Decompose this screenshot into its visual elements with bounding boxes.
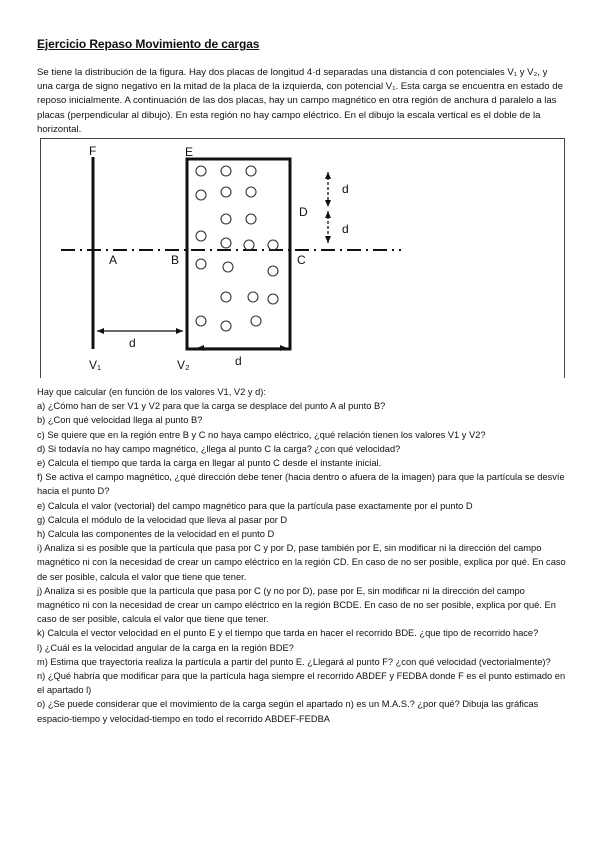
question-item: n) ¿Qué habría que modificar para que la partícula haga siempre el recorrido ABDEF y FEDBA donde F es el punto estimado en el apartado l)	[37, 671, 566, 696]
label-d-plates: d	[129, 336, 136, 350]
question-item: c) Se quiere que en la región entre B y C no haya campo eléctrico, ¿qué relación tienen los valores V1 y V2?	[37, 429, 486, 440]
field-circle	[251, 316, 261, 326]
physics-figure	[40, 138, 565, 378]
question-item: d) Si todavía no hay campo magnético, ¿llega al punto C la carga? ¿con qué velocidad?	[37, 443, 401, 454]
question-item: j) Analiza si es posible que la partícula que pasa por C (y no por D), pase por E, sin modificar ni la dirección del campo magnético ni con la necesidad de crear un campo eléctrico en la región BCDE. En caso de no ser posible, explica por qué. En caso de ser posible, calcula el valor que tiene que tener.	[37, 585, 556, 625]
intro-line: es el doble de la horizontal.	[37, 109, 541, 135]
intro-line: y una carga de signo negativo en la mitad de la placa de la izquierda, con potencial V₁. Esta carga se encuentra en	[37, 67, 548, 93]
field-circle	[268, 294, 278, 304]
arrow-head	[325, 211, 331, 218]
intro-line: d paralelo a las placas (perpendicular al dibujo). En esta región no hay campo eléctrico. En el dibujo la escala vertical	[37, 95, 557, 121]
arrow-head	[97, 328, 104, 334]
field-circle	[248, 292, 258, 302]
question-item: e) Calcula el valor (vectorial) del campo magnético para que la partícula pase exactamente por el punto D	[37, 500, 473, 511]
arrow-head	[176, 328, 183, 334]
field-circle	[221, 238, 231, 248]
question-item: i) Analiza si es posible que la partícula que pasa por C y por D, pase también por E, sin modificar ni la dirección del campo magnético ni con la necesidad de crear un campo eléctrico en la región CD. En caso de no ser posible, explica por qué. En caso de ser posible, calcula el valor que tiene que tener.	[37, 543, 566, 582]
field-circle	[246, 214, 256, 224]
field-circle	[196, 316, 206, 326]
label-A: A	[109, 253, 118, 267]
field-circle	[268, 266, 278, 276]
question-item: e) Calcula el tiempo que tarda la carga en llegar al punto C desde el instante inicial.	[37, 458, 382, 469]
question-item: b) ¿Con qué velocidad llega al punto B?	[37, 415, 203, 426]
field-circle	[223, 262, 233, 272]
field-circle	[221, 321, 231, 331]
magnetic-region	[187, 159, 290, 349]
field-circle	[196, 166, 206, 176]
intro-paragraph	[37, 66, 565, 137]
question-item: g) Calcula el módulo de la velocidad que lleva al pasar por D	[37, 514, 288, 525]
label-d-lower: d	[342, 222, 349, 236]
question-item: l) ¿Cuál es la velocidad angular de la carga en la región BDE?	[37, 642, 294, 653]
label-d-field: d	[235, 354, 242, 368]
label-V1: V₁	[89, 358, 102, 372]
label-d-upper: d	[342, 182, 349, 196]
field-circle	[268, 240, 278, 250]
label-V2: V₂	[177, 358, 190, 372]
intro-line: estado de reposo inicialmente. A continuación de las dos placas, hay un campo magnético en otra región de anchura	[37, 81, 563, 107]
question-item: a) ¿Cómo han de ser V1 y V2 para que la carga se desplace del punto A al punto B?	[37, 401, 386, 412]
arrow-head	[325, 172, 331, 179]
field-circle	[221, 292, 231, 302]
label-B: B	[171, 253, 180, 267]
arrow-head	[325, 200, 331, 207]
label-F: F	[89, 144, 97, 158]
field-circle	[221, 166, 231, 176]
field-circle	[246, 187, 256, 197]
question-item: m) Estima que trayectoria realiza la partícula a partir del punto E. ¿Llegará al punto F? ¿con qué velocidad (vectorialmente)?	[37, 656, 551, 667]
question-item: f) Se activa el campo magnético, ¿qué dirección debe tener (hacia dentro o afuera de la imagen) para que la partícula se desvíe hacia el punto D?	[37, 472, 565, 497]
field-circle	[196, 190, 206, 200]
intro-line: Se tiene la distribución de la figura. Hay dos placas de longitud 4·d separadas una distancia d con potenciales V₁ y V₂,	[37, 67, 540, 78]
figure-drawing	[41, 139, 566, 379]
field-circle	[246, 166, 256, 176]
question-item: o) ¿Se puede considerar que el movimiento de la carga según el apartado n) es un M.A.S.? ¿por qué? Dibuja las gráficas espacio-tiempo y velocidad-tiempo en todo el recorrido ABDEF-FEDBA	[37, 699, 539, 724]
questions-list	[37, 385, 567, 726]
field-circle	[221, 187, 231, 197]
label-D: D	[299, 205, 308, 219]
page-title: Ejercicio Repaso Movimiento de cargas	[37, 37, 260, 51]
question-item: Hay que calcular (en función de los valores V1, V2 y d):	[37, 387, 266, 397]
label-E: E	[185, 145, 194, 159]
question-item: h) Calcula las componentes de la velocidad en el punto D	[37, 529, 275, 540]
field-symbols	[196, 166, 278, 331]
field-circle	[244, 240, 254, 250]
label-C: C	[297, 253, 306, 267]
field-circle	[196, 259, 206, 269]
field-circle	[221, 214, 231, 224]
arrow-head	[325, 236, 331, 243]
question-item: k) Calcula el vector velocidad en el punto E y el tiempo que tarda en hacer el recorrido BDE. ¿que tipo de recorrido hace?	[37, 628, 539, 639]
field-circle	[196, 231, 206, 241]
